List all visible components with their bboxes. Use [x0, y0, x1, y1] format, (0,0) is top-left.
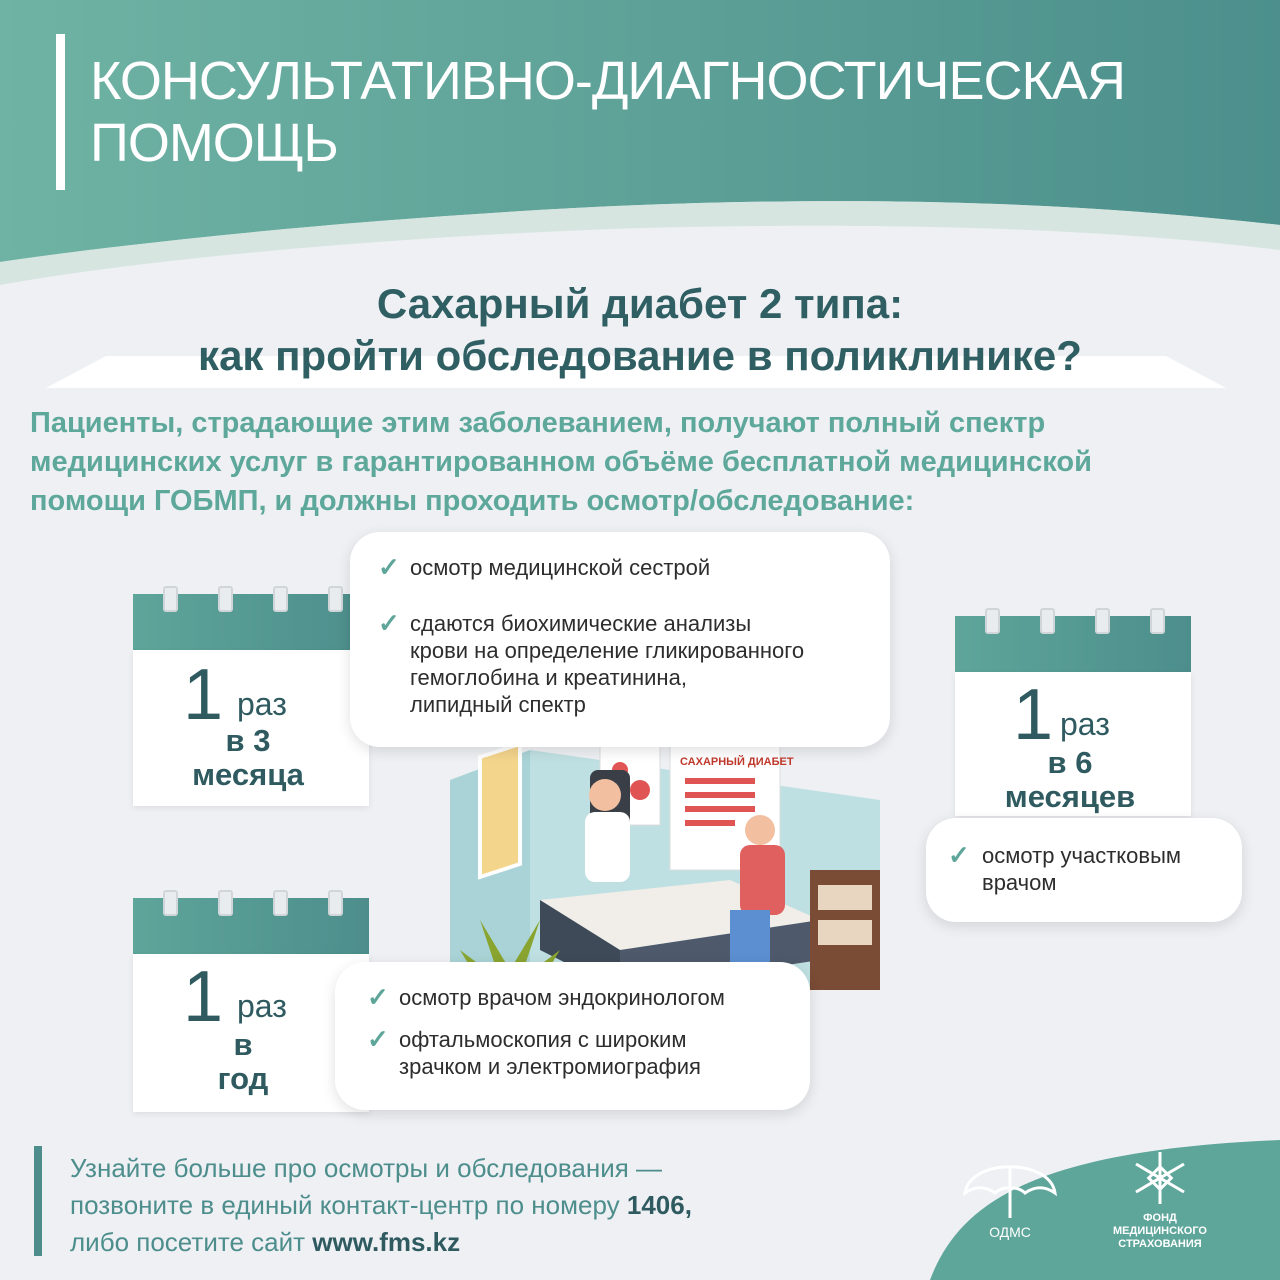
subtitle-line2: как пройти обследование в поликлинике?	[198, 332, 1082, 379]
footer-accent-bar	[34, 1146, 42, 1256]
fms-logo: ФОНД МЕДИЦИНСКОГО СТРАХОВАНИЯ	[1100, 1148, 1220, 1258]
calendar-every-year	[133, 898, 369, 1112]
check-icon: ✓	[378, 608, 400, 638]
calendar-period: в год	[217, 1027, 269, 1096]
card-item: сдаются биохимические анализы крови на определение гликированного гемоглобина и креатинина, липидный спектр	[410, 611, 805, 717]
card-item: офтальмоскопия с широким зрачком и электромиография	[399, 1027, 701, 1079]
poster-text: САХАРНЫЙ ДИАБЕТ	[680, 756, 794, 768]
phone-number: 1406,	[626, 1190, 692, 1220]
page-title-line1: КОНСУЛЬТАТИВНО-ДИАГНОСТИЧЕСКАЯ	[90, 51, 1125, 111]
calendar-number: 1	[183, 655, 224, 735]
calendar-every-6-months	[955, 616, 1191, 816]
calendar-period: в 6 месяцев	[1004, 745, 1136, 814]
card-quarterly-checks	[350, 532, 890, 747]
title-accent-bar	[56, 34, 65, 190]
card-item: осмотр врачом эндокринологом	[399, 985, 725, 1010]
card-item: осмотр участковым врачом	[982, 843, 1182, 895]
intro-line2: медицинских услуг в гарантированном объёме бесплатной медицинской	[30, 446, 1092, 478]
calendar-number: 1	[1013, 675, 1054, 755]
calendar-raz: раз	[237, 686, 287, 722]
card-halfyear-checks	[926, 818, 1242, 922]
check-icon: ✓	[378, 552, 400, 582]
intro-line3: помощи ГОБМП, и должны проходить осмотр/обследование:	[30, 485, 915, 517]
check-icon: ✓	[367, 982, 389, 1012]
subtitle-line1: Сахарный диабет 2 типа:	[376, 280, 904, 327]
card-item: осмотр медицинской сестрой	[410, 555, 711, 580]
page-title-line2: ПОМОЩЬ	[90, 113, 338, 173]
calendar-every-3-months	[133, 594, 369, 806]
card-yearly-checks	[335, 962, 810, 1110]
calendar-number: 1	[183, 957, 224, 1037]
snowflake-logo-icon	[1128, 1148, 1192, 1208]
odms-logo: ОДМС	[960, 1148, 1060, 1258]
page-title	[90, 50, 1125, 174]
check-icon: ✓	[367, 1024, 389, 1054]
umbrella-logo-icon	[960, 1148, 1060, 1228]
intro-text	[30, 404, 1260, 521]
check-icon: ✓	[948, 840, 970, 870]
footer-text: Узнайте больше про осмотры и обследования — позвоните в единый контакт-центр по номеру 1406, либо посетите сайт www.fms.kz	[70, 1153, 692, 1257]
calendar-raz: раз	[237, 988, 287, 1024]
site-link[interactable]: www.fms.kz	[312, 1227, 461, 1257]
section-subtitle	[0, 278, 1280, 382]
intro-line1: Пациенты, страдающие этим заболеванием, получают полный спектр	[30, 407, 1046, 439]
calendar-period: в 3 месяца	[192, 723, 304, 792]
calendar-raz: раз	[1060, 706, 1110, 742]
